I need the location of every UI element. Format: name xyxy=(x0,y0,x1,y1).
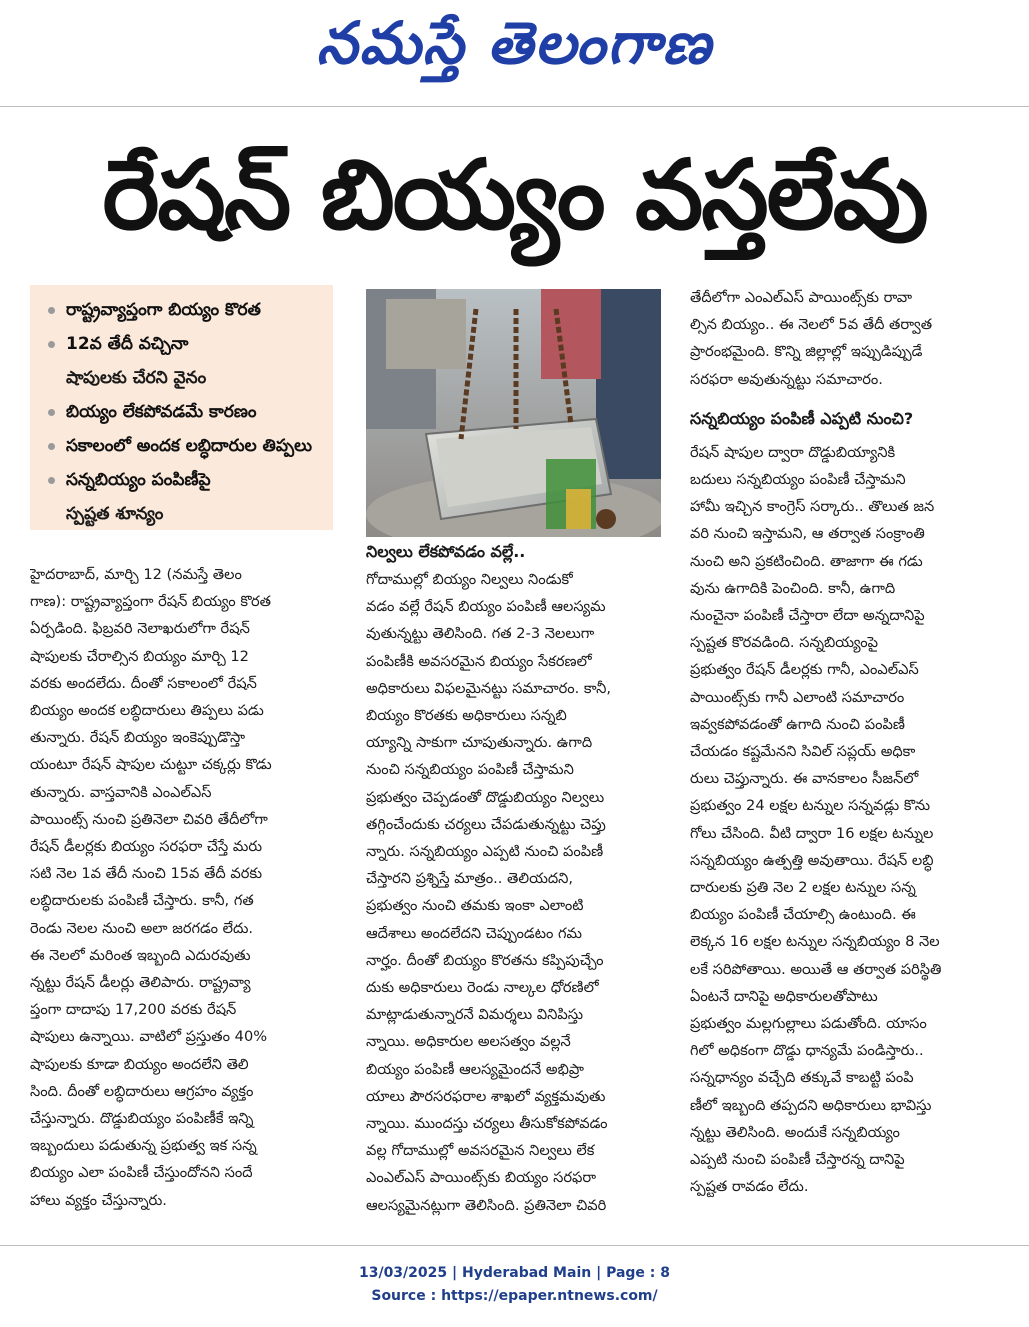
newspaper-logo: నమస్తే తెలంగాణ xyxy=(316,9,713,77)
column-3-line: పాయింట్స్‌కు గానీ ఎలాంటి సమాచారం xyxy=(690,688,905,706)
photo-rice-weighing xyxy=(366,289,661,537)
column-1-line: తున్నారు. రేషన్ బియ్యం ఇంకెప్పుడొస్తా xyxy=(30,729,246,747)
column-2-line: వుతున్నట్టు తెలిసింది. గత 2-3 నెలలుగా xyxy=(366,625,595,643)
column-2-line: వల్ల గోదాముల్లో అవసరమైన నిల్వలు లేక xyxy=(366,1142,595,1160)
column-2-line: న్నాయి. అధికారుల అలసత్వం వల్లనే xyxy=(366,1033,571,1051)
column-3-line: ప్రారంభమైంది. కొన్ని జిల్లాల్లో ఇప్పుడిప్పుడే xyxy=(690,343,923,361)
highlight-continuation: షాపులకు చేరని వైనం xyxy=(66,368,207,388)
column-2-line: ప్రభుత్వం చెప్పడంతో దొడ్డుబియ్యం నిల్వలు xyxy=(366,788,605,806)
column-3-line: ప్రభుత్వం 24 లక్షల టన్నుల సన్నవడ్లు కొను xyxy=(690,797,931,815)
column-1-line: సింది. దీంతో లబ్ధిదారులు ఆగ్రహం వ్యక్తం xyxy=(30,1082,254,1100)
highlight-text: 12వ తేదీ వచ్చినా xyxy=(66,334,189,354)
column-2-line: ఎంఎల్ఎస్ పాయింట్స్‌కు బియ్యం సరఫరా xyxy=(366,1169,597,1187)
column-1-line: ఈ నెలలో మరింత ఇబ్బంది ఎదురవుతు xyxy=(30,946,251,964)
highlights-box xyxy=(30,285,333,530)
article-column-2 xyxy=(366,538,661,1219)
bullet-icon xyxy=(48,477,55,484)
column-3-line: చేయడం కష్టమేనని సివిల్ సప్లయ్ అధికా xyxy=(690,743,916,761)
column-3-line: బదులు సన్నబియ్యం పంపిణీ చేస్తామని xyxy=(690,471,906,489)
column-2-line: నుంచి సన్నబియ్యం పంపిణీ చేస్తామని xyxy=(366,761,574,779)
column-1-line: సటి నెల 1వ తేదీ నుంచి 15వ తేదీ వరకు xyxy=(30,865,263,883)
column-3-line: న్నట్టు తెలిసింది. అందుకే సన్నబియ్యం xyxy=(690,1123,900,1141)
column-3-line: స్పష్టత కొరవడింది. సన్నబియ్యంపై xyxy=(690,634,879,652)
highlight-text: సకాలంలో అందక లబ్ధిదారుల తిప్పలు xyxy=(66,436,313,456)
column-1-line: హాలు వ్యక్తం చేస్తున్నారు. xyxy=(30,1191,167,1209)
highlight-item xyxy=(48,463,327,497)
highlight-text: సన్నబియ్యం పంపిణీపై xyxy=(66,470,211,490)
masthead xyxy=(0,0,1029,100)
bullet-icon xyxy=(48,341,55,348)
column-1-line: న్నట్టు రేషన్ డీలర్లు తెలిపారు. రాష్ట్రవ్యా xyxy=(30,974,251,992)
column-2-line: దుకు అధికారులు రెండు నాల్కల ధోరణిలో xyxy=(366,979,599,997)
highlight-item xyxy=(48,395,327,429)
column-3-line: సన్నబియ్యం ఉత్పత్తి అవుతాయి. రేషన్ లబ్ధి xyxy=(690,851,934,869)
column-2-line: ప్రభుత్వం నుంచి తమకు ఇంకా ఎలాంటి xyxy=(366,897,584,915)
column-3-line: ఎప్పటి నుంచి పంపిణీ చేస్తారన్న దానిపై xyxy=(690,1151,905,1169)
column-2-line: న్నాయి. ముందస్తు చర్యలు తీసుకోకపోవడం xyxy=(366,1115,608,1133)
column-2-line: చేస్తారని ప్రశ్నిస్తే మాత్రం.. తెలియదని, xyxy=(366,870,574,888)
column-3-line: గోలు చేసింది. వీటి ద్వారా 16 లక్షల టన్నుల xyxy=(690,824,934,842)
article-column-1 xyxy=(30,561,333,1214)
column-3-line: గిలో అధికంగా దొడ్డు ధాన్యమే పండిస్తారు.. xyxy=(690,1042,924,1060)
column-2-line: ఆలస్యమైనట్లుగా తెలిసింది. ప్రతినెలా చివరి xyxy=(366,1196,607,1214)
column-1-line: బియ్యం ఎలా పంపిణీ చేస్తుందోనని సందే xyxy=(30,1164,253,1182)
highlight-item xyxy=(48,429,327,463)
article-column-3 xyxy=(690,284,990,1201)
column-1-line: షాపులకు చేరాల్సిన బియ్యం మార్చి 12 xyxy=(30,647,249,665)
column-3-line: ణీలో ఇబ్బంది తప్పదని అధికారులు భావిస్తు xyxy=(690,1096,932,1114)
column-1-line: ఇబ్బందులు పడుతున్న ప్రభుత్వ ఇక సన్న xyxy=(30,1137,257,1155)
column-3-line: హామీ ఇచ్చిన కాంగ్రెస్ సర్కారు.. తొలుత జన xyxy=(690,498,935,516)
highlight-continuation: స్పష్టత శూన్యం xyxy=(66,504,164,524)
column-1-line: రేషన్ డీలర్లకు బియ్యం సరఫరా చేస్తే మరు xyxy=(30,838,263,856)
column-3-line: ఏంటనే దానిపై అధికారులతోపాటు xyxy=(690,987,878,1005)
column-2-line: యాలు పౌరసరఫరాల శాఖలో వ్యక్తమవుతు xyxy=(366,1087,606,1105)
bullet-icon xyxy=(48,307,55,314)
column-1-line: పాయింట్స్ నుంచి ప్రతినెలా చివరి తేదీలోగా xyxy=(30,810,268,828)
footer-divider xyxy=(0,1245,1029,1246)
column-1-line: షాపులకు కూడా బియ్యం అందలేని తెలి xyxy=(30,1055,249,1073)
column-1-line: యంటూ రేషన్ షాపుల చుట్టూ చక్కర్లు కొడు xyxy=(30,756,272,774)
column-2-line: బియ్యం పంపిణీ ఆలస్యమైందనే అభిప్రా xyxy=(366,1060,584,1078)
column-2-line: న్నారు. సన్నబియ్యం ఎప్పటి నుంచి పంపిణీ xyxy=(366,843,604,861)
column-3-line: దారులకు ప్రతి నెల 2 లక్షల టన్నుల సన్న xyxy=(690,879,916,897)
column-2-line: మాట్లాడుతున్నారనే విమర్శలు వినిపిస్తు xyxy=(366,1006,584,1024)
article-headline: రేషన్ బియ్యం వస్తలేవు xyxy=(102,139,927,251)
column-1-line: చేస్తున్నారు. దొడ్డుబియ్యం పంపిణీకే ఇన్ని xyxy=(30,1110,254,1128)
column-1-line: బియ్యం అందక లబ్ధిదారులు తిప్పలు పడు xyxy=(30,702,264,720)
column-3-line: వును ఉగాదికి పెంచింది. కానీ, ఉగాది xyxy=(690,579,896,597)
column-3-line: సరఫరా అవుతున్నట్టు సమాచారం. xyxy=(690,370,883,388)
column-2-line: అధికారులు విఫలమైనట్టు సమాచారం. కానీ, xyxy=(366,679,611,697)
column-3-line: స్పష్టత రావడం లేదు. xyxy=(690,1178,809,1196)
column-3-line: ఇవ్వకపోవడంతో ఉగాది నుంచి పంపిణీ xyxy=(690,715,905,733)
column-3-line: లెక్కన 16 లక్షల టన్నుల సన్నబియ్యం 8 నెల xyxy=(690,933,940,951)
article-photo xyxy=(366,289,661,537)
column-1-line: రెండు నెలల నుంచి అలా జరగడం లేదు. xyxy=(30,919,254,937)
column-2-line: ఆదేశాలు అందలేదని చెప్పుండటం గమ xyxy=(366,924,582,942)
column-1-line: ప్తంగా దాదాపు 17,200 వరకు రేషన్ xyxy=(30,1001,237,1019)
column-2-line: వడం వల్లే రేషన్ బియ్యం పంపిణీ ఆలస్యమ xyxy=(366,598,606,616)
column-3-line: లకే సరిపోతాయి. అయితే ఆ తర్వాత పరిస్థితి xyxy=(690,960,942,978)
column-2-line: య్యాన్ని సాకుగా చూపుతున్నారు. ఉగాది xyxy=(366,734,593,752)
column-3-line: వరి నుంచి ఇస్తామని, ఆ తర్వాత సంక్రాంతి xyxy=(690,525,925,543)
bullet-icon xyxy=(48,409,55,416)
column-3-line: సన్నధాన్యం వచ్చేది తక్కువే కాబట్టి పంపి xyxy=(690,1069,914,1087)
bullet-icon xyxy=(48,443,55,450)
highlight-text: రాష్ట్రవ్యాప్తంగా బియ్యం కొరత xyxy=(66,300,261,320)
footer-date-edition: 13/03/2025 | Hyderabad Main | Page : 8 xyxy=(358,1265,671,1281)
highlight-text: బియ్యం లేకపోవడమే కారణం xyxy=(66,402,257,422)
column-3-subheading: సన్నబియ్యం పంపిణీ ఎప్పటి నుంచి? xyxy=(690,408,914,428)
column-2-line: పంపిణీకి అవసరమైన బియ్యం సేకరణలో xyxy=(366,652,592,670)
highlight-item xyxy=(48,327,327,361)
footer-source: Source : https://epaper.ntnews.com/ xyxy=(371,1288,658,1304)
column-3-line: ప్రభుత్వం మల్లగుల్లాలు పడుతోంది. యాసం xyxy=(690,1015,927,1033)
column-1-line: షాపులు ఉన్నాయి. వాటిలో ప్రస్తుతం 40% xyxy=(30,1028,268,1046)
column-2-line: నార్హం. దీంతో బియ్యం కొరతను కప్పిపుచ్చేం xyxy=(366,951,604,969)
column-3-line: రులు చెప్తున్నారు. ఈ వానకాలం సీజన్‌లో xyxy=(690,770,919,788)
column-3-line: తేదీలోగా ఎంఎల్ఎస్ పాయింట్స్‌కు రావా xyxy=(690,289,913,306)
column-1-line: ఏర్పడింది. ఫిబ్రవరి నెలాఖరులోగా రేషన్ xyxy=(30,620,250,638)
column-1-line: హైదరాబాద్, మార్చి 12 (నమస్తే తెలం xyxy=(30,566,242,583)
column-1-line: తున్నారు. వాస్తవానికి ఎంఎల్ఎస్ xyxy=(30,783,212,801)
column-1-line: గాణ): రాష్ట్రవ్యాప్తంగా రేషన్ బియ్యం కొరత xyxy=(30,593,272,611)
column-1-line: లబ్ధిదారులకు పంపిణీ చేస్తారు. కానీ, గత xyxy=(30,892,254,910)
column-2-line: తగ్గించేందుకు చర్యలు చేపడుతున్నట్టు చెప్తు xyxy=(366,815,606,833)
column-2-line: గోదాముల్లో బియ్యం నిల్వలు నిండుకో xyxy=(366,571,573,588)
column-2-line: బియ్యం కొరతకు అధికారులు సన్నబి xyxy=(366,707,567,725)
masthead-divider xyxy=(0,106,1029,107)
column-3-line: రేషన్ షాపుల ద్వారా దొడ్డుబియ్యానికి xyxy=(690,443,896,461)
column-1-line: వరకు అందలేదు. దీంతో సకాలంలో రేషన్ xyxy=(30,674,257,692)
highlight-item xyxy=(48,293,327,327)
column-3-line: ప్రభుత్వం రేషన్ డీలర్లకు గానీ, ఎంఎల్ఎస్ xyxy=(690,661,919,679)
column-3-line: నుంచి అని ప్రకటించింది. తాజాగా ఈ గడు xyxy=(690,552,923,570)
highlights-list xyxy=(30,285,333,531)
column-2-subheading: నిల్వలు లేకపోవడం వల్లే.. xyxy=(366,542,526,561)
column-3-line: నుంచైనా పంపిణీ చేస్తారా లేదా అన్నదానిపై xyxy=(690,607,925,625)
column-3-line: ల్సిన బియ్యం.. ఈ నెలలో 5వ తేదీ తర్వాత xyxy=(690,316,933,334)
column-3-line: బియ్యం పంపిణీ చేయాల్సి ఉంటుంది. ఈ xyxy=(690,906,916,924)
